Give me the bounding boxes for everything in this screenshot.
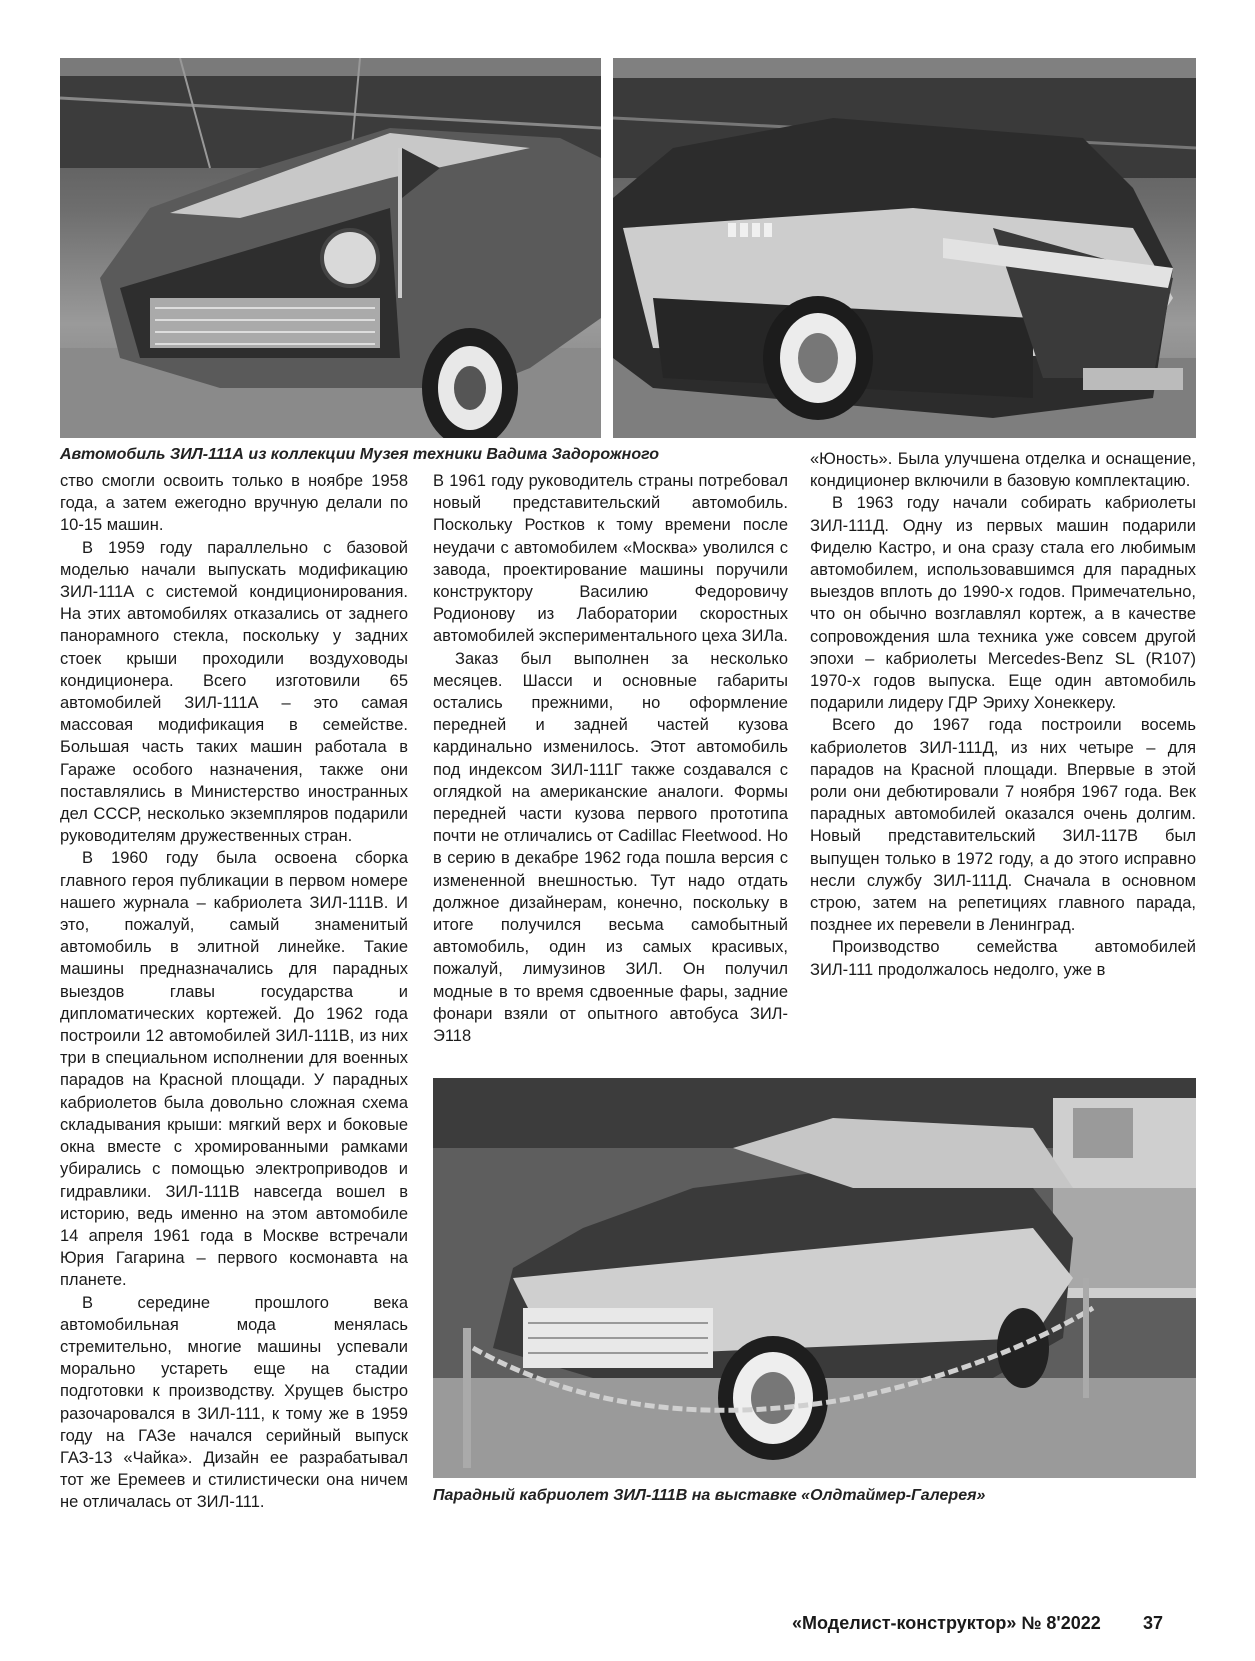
- text-column-right: [810, 448, 1196, 981]
- bottom-photo-caption: Парадный кабриолет ЗИЛ-111В на выставке «Олдтаймер-Галерея»: [433, 1487, 986, 1504]
- paragraph: Заказ был выполнен за несколько месяцев. Шасси и основные габариты остались прежними, но оформление передней и задней частей кузова кардинально изменилось. Этот автомобиль под индексом ЗИЛ-111Г также создавался с оглядкой на американские аналоги. Формы передней части кузова первого прототипа почти не отличались от Cadillac Fleetwood. Но в серию в декабре 1962 года пошла версия с измененной внешностью. Тут надо отдать должное дизайнерам, конечно, поскольку в итоге получился весьма самобытный автомобиль, один из самых красивых, пожалуй, лимузинов ЗИЛ. Он получил модные в то время сдвоенные фары, задние фонари взяли от опытного автобуса ЗИЛ-Э118: [433, 649, 788, 1046]
- photo-bottom: [433, 1078, 1196, 1478]
- paragraph: Производство семейства автомобилей ЗИЛ-111 продолжалось недолго, уже в: [810, 938, 1196, 979]
- text-column-middle: [433, 470, 788, 1047]
- photo-top-right: [613, 58, 1196, 438]
- paragraph: ство смогли освоить только в ноябре 1958 года, а затем ежегодно вручную делали по 10-15 машин.: [60, 472, 408, 535]
- paragraph: В 1960 году была освоена сборка главного героя публикации в первом номере нашего журнала – кабриолета ЗИЛ-111В. И это, пожалуй, самый знаменитый автомобиль в элитной линейке. Такие машины предназначались для парадных выездов главы государства и дипломатических кортежей. До 1962 года построили 12 автомобилей ЗИЛ-111В, из них три в специальном исполнении для военных парадов на Красной площади. У парадных кабриолетов была довольно сложная схема складывания крыши: мягкий верх и боковые окна вместе с хромированными рамками убирались с помощью электроприводов и гидравлики. ЗИЛ-111В навсегда вошел в историю, ведь именно на этом автомобиле 14 апреля 1961 года в Москве встречали Юрия Гагарина – первого космонавта на планете.: [60, 849, 408, 1290]
- paragraph: Всего до 1967 года построили восемь кабриолетов ЗИЛ-111Д, из них четыре – для парадов на Красной площади. Впервые в этой роли они дебютировали 7 ноября 1967 года. Век парадных автомобилей оказался очень долгим. Новый представительский ЗИЛ-117В был выпущен только в 1972 году, а до этого исправно несли службу ЗИЛ-111Д. Сначала в основном строю, затем на репетициях главного парада, позднее их перевели в Ленинград.: [810, 716, 1196, 935]
- convertible-illustration: [433, 1078, 1196, 1478]
- top-photo-caption: Автомобиль ЗИЛ-111А из коллекции Музея техники Вадима Задорожного: [60, 446, 660, 463]
- magazine-issue: «Моделист-конструктор» № 8'2022: [792, 1613, 1101, 1633]
- paragraph: В 1959 году параллельно с базовой моделью начали выпускать модификацию ЗИЛ-111А с системой кондиционирования. На этих автомобилях отказались от заднего панорамного стекла, поскольку у задних стоек крыши проходили воздуховоды кондиционера. Всего изготовили 65 автомобилей ЗИЛ-111А – это самая массовая модификация в семействе. Большая часть таких машин работала в Гараже особого назначения, также они поставлялись в Министерство иностранных дел СССР, несколько экземпляров подарили руководителям дружественных стран.: [60, 538, 408, 846]
- page-number: 37: [1143, 1613, 1164, 1633]
- paragraph: В 1961 году руководитель страны потребовал новый представительский автомобиль. Поскольку Ростков к тому времени после неудачи с автомобилем «Москва» уволился с завода, проектирование машины поручили конструктору Василию Федоровичу Родионову из Лаборатории скоростных автомобилей экспериментального цеха ЗИЛа.: [433, 472, 788, 646]
- car-front-illustration: [60, 58, 601, 438]
- paragraph: «Юность». Была улучшена отделка и оснащение, кондиционер включили в базовую комплектацию.: [810, 450, 1196, 491]
- car-rear-illustration: [613, 58, 1196, 438]
- paragraph: В 1963 году начали собирать кабриолеты ЗИЛ-111Д. Одну из первых машин подарили Фиделю Кастро, и она сразу стала его любимым автомобилем, использовавшимся для парадных выездов вплоть до 1990-х годов. Примечательно, что он обычно возглавлял кортеж, а в качестве сопровождения шла техника уже совсем другой эпохи – кабриолеты Mercedes-Benz SL (R107) 1970-х годов выпуска. Еще один автомобиль подарили лидеру ГДР Эриху Хонеккеру.: [810, 494, 1196, 713]
- photo-top-left: [60, 58, 601, 438]
- paragraph: В середине прошлого века автомобильная мода менялась стремительно, многие машины успевали морально устареть еще на стадии подготовки к производству. Хрущев быстро разочаровался в ЗИЛ-111, к тому же в 1959 году на ГАЗе начался серийный выпуск ГАЗ-13 «Чайка». Дизайн ее разрабатывал тот же Еремеев и стилистически она ничем не отличалась от ЗИЛ-111.: [60, 1293, 408, 1512]
- text-column-left: [60, 470, 408, 1514]
